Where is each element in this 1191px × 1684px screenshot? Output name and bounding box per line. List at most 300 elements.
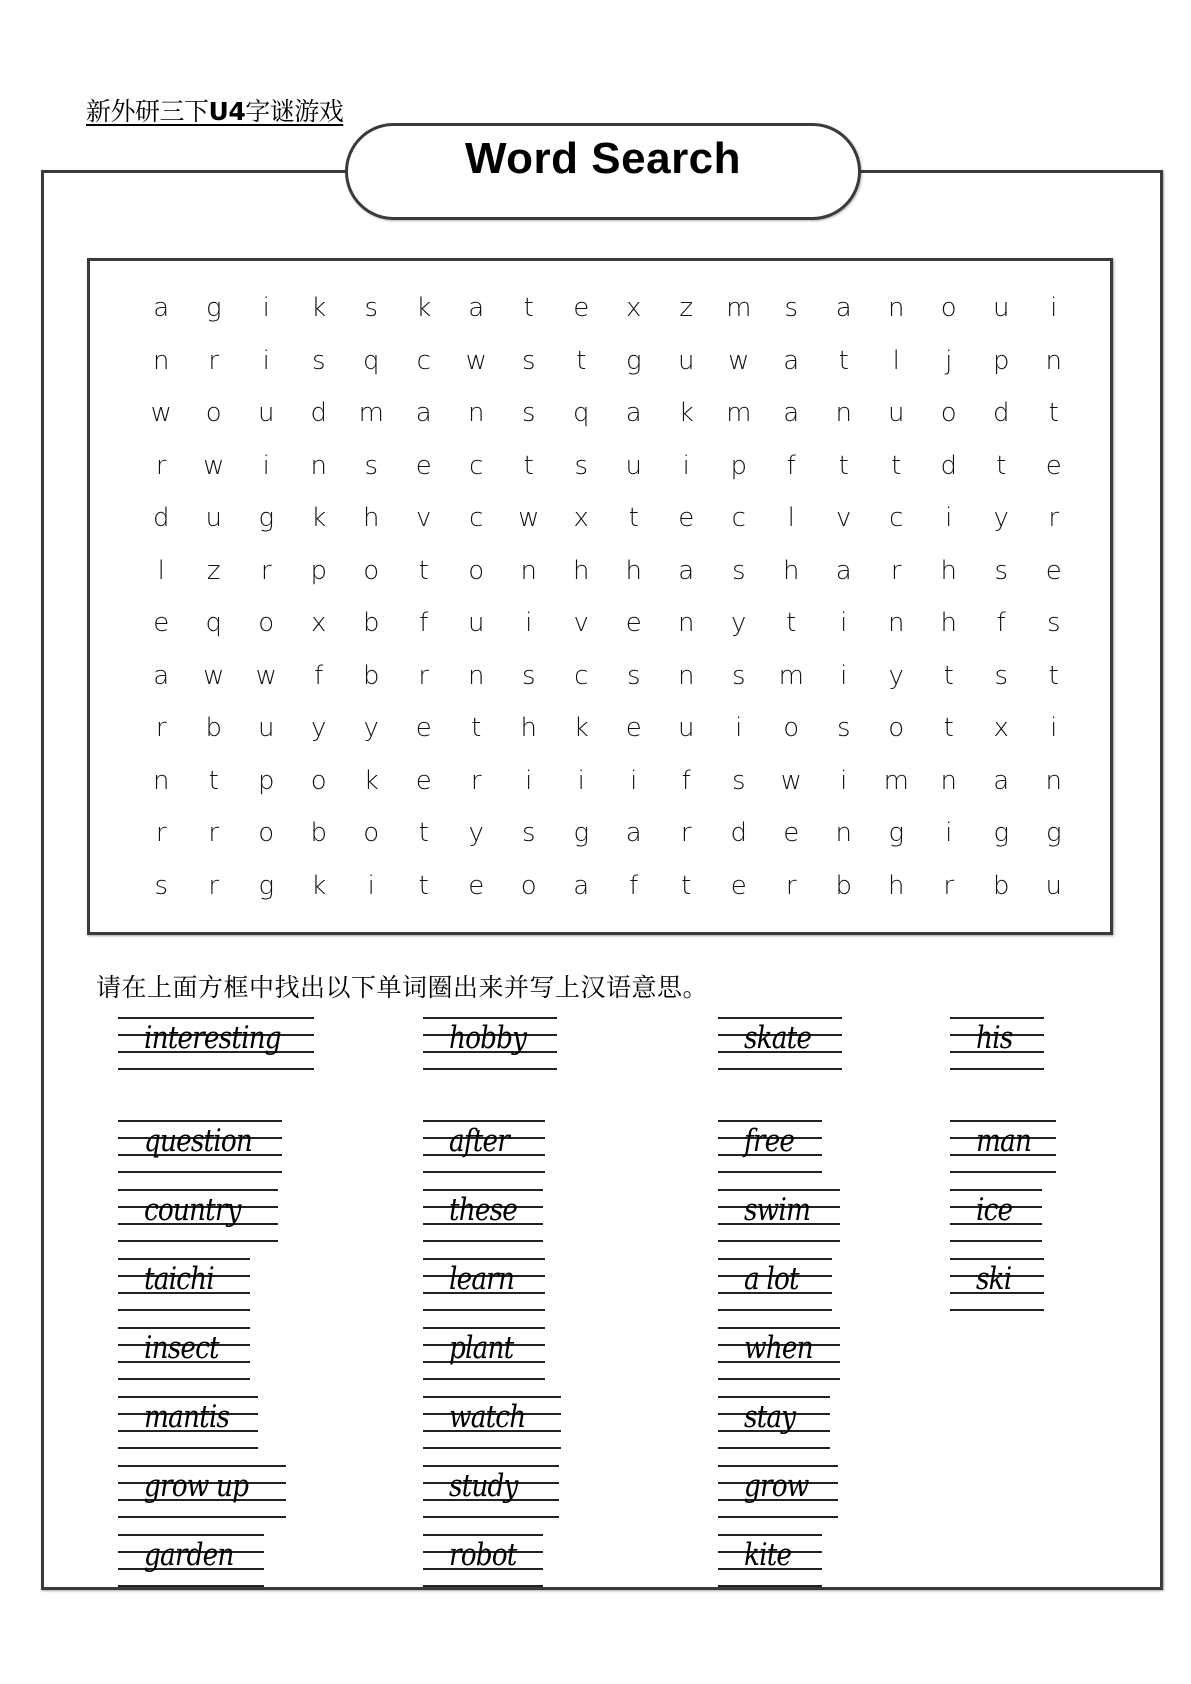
vocab-word-label: when (744, 1330, 813, 1366)
vocab-word (718, 1017, 842, 1069)
vocab-word-label: watch (449, 1399, 526, 1435)
grid-letter[interactable]: s (731, 765, 746, 796)
vocab-word-label: free (744, 1123, 795, 1159)
grid-letter[interactable]: k (363, 765, 379, 796)
grid-letter[interactable]: i (630, 765, 638, 796)
grid-letter[interactable]: n (940, 765, 957, 796)
grid-letter[interactable]: f (314, 660, 324, 691)
vocab-word (423, 1534, 543, 1586)
grid-letter[interactable]: f (419, 608, 429, 639)
grid-letter[interactable]: n (468, 660, 485, 691)
guide-line (718, 1120, 822, 1122)
grid-letter[interactable]: g (625, 345, 642, 376)
grid-letter[interactable]: m (778, 660, 804, 691)
grid-letter[interactable]: c (469, 450, 484, 481)
grid-letter[interactable]: d (152, 503, 170, 534)
guide-line (423, 1447, 561, 1449)
guide-line (118, 1378, 250, 1380)
guide-line (950, 1171, 1056, 1173)
grid-letter[interactable]: m (726, 293, 752, 324)
grid-letter[interactable]: r (890, 555, 902, 586)
grid-letter[interactable]: w (203, 450, 225, 481)
grid-letter[interactable]: t (943, 660, 954, 691)
guide-line (950, 1240, 1042, 1242)
grid-letter[interactable]: t (838, 345, 849, 376)
vocab-word (118, 1189, 278, 1241)
guide-line (423, 1516, 559, 1518)
grid-letter[interactable]: t (1048, 398, 1059, 429)
grid-letter[interactable]: s (994, 555, 1009, 586)
grid-letter[interactable]: h (940, 608, 957, 639)
guide-line (950, 1017, 1044, 1019)
grid-letter[interactable]: c (416, 345, 431, 376)
grid-letter[interactable]: i (1050, 713, 1058, 744)
guide-line (118, 1447, 258, 1449)
guide-line (423, 1327, 545, 1329)
grid-letter[interactable]: g (1045, 818, 1062, 849)
grid-letter[interactable]: g (573, 818, 590, 849)
guide-line (718, 1327, 840, 1329)
grid-letter[interactable]: b (992, 870, 1010, 901)
grid-letter[interactable]: i (525, 765, 533, 796)
vocab-word (423, 1189, 543, 1241)
grid-letter[interactable]: t (418, 555, 429, 586)
grid-letter[interactable]: v (416, 503, 432, 534)
grid-letter[interactable]: s (626, 660, 641, 691)
grid-letter[interactable]: a (625, 398, 642, 429)
title-prefix: 新外研三下 (86, 97, 209, 126)
grid-letter[interactable]: y (888, 660, 904, 691)
grid-letter[interactable]: c (731, 503, 746, 534)
grid-letter[interactable]: t (891, 450, 902, 481)
grid-letter[interactable]: s (154, 870, 169, 901)
grid-letter[interactable]: x (311, 608, 327, 639)
vocab-word (718, 1120, 822, 1172)
grid-letter[interactable]: n (888, 293, 905, 324)
grid-letter[interactable]: u (678, 345, 695, 376)
grid-letter[interactable]: h (520, 713, 537, 744)
grid-letter[interactable]: n (153, 345, 170, 376)
grid-letter[interactable]: r (470, 765, 482, 796)
grid-letter[interactable]: o (205, 398, 222, 429)
vocab-word-label: question (144, 1123, 253, 1159)
grid-letter[interactable]: x (993, 713, 1009, 744)
grid-letter[interactable]: k (311, 503, 327, 534)
grid-letter[interactable]: w (518, 503, 540, 534)
vocab-word-label: stay (744, 1399, 796, 1435)
vocab-word-label: insect (144, 1330, 219, 1366)
grid-letter[interactable]: u (258, 398, 275, 429)
grid-letter[interactable]: b (205, 713, 222, 744)
grid-letter[interactable]: s (731, 555, 746, 586)
vocab-word (950, 1189, 1042, 1241)
grid-letter[interactable]: s (364, 293, 379, 324)
grid-letter[interactable]: u (888, 398, 905, 429)
grid-letter[interactable]: n (520, 555, 537, 586)
vocab-word (718, 1465, 838, 1517)
guide-line (718, 1516, 838, 1518)
vocab-word (950, 1258, 1044, 1310)
vocab-word (950, 1017, 1044, 1069)
grid-letter[interactable]: n (678, 660, 695, 691)
grid-letter[interactable]: h (625, 555, 642, 586)
grid-letter[interactable]: d (992, 398, 1010, 429)
grid-letter[interactable]: o (363, 555, 380, 586)
guide-line (118, 1465, 286, 1467)
guide-line (718, 1585, 822, 1587)
grid-letter[interactable]: r (943, 870, 955, 901)
grid-letter[interactable]: a (153, 660, 170, 691)
grid-letter[interactable]: r (155, 818, 167, 849)
grid-letter[interactable]: n (678, 608, 695, 639)
grid-letter[interactable]: f (629, 870, 639, 901)
grid-letter[interactable]: w (150, 398, 172, 429)
grid-letter[interactable]: y (993, 503, 1009, 534)
grid-letter[interactable]: o (258, 608, 275, 639)
grid-letter[interactable]: u (1045, 870, 1062, 901)
grid-letter[interactable]: a (783, 345, 800, 376)
guide-line (423, 1068, 557, 1070)
vocab-word (718, 1327, 840, 1379)
grid-letter[interactable]: i (262, 293, 270, 324)
guide-line (118, 1240, 278, 1242)
grid-letter[interactable]: a (783, 398, 800, 429)
vocab-word (423, 1017, 557, 1069)
grid-letter[interactable]: a (678, 555, 695, 586)
grid-letter[interactable]: d (940, 450, 957, 481)
guide-line (718, 1189, 840, 1191)
grid-letter[interactable]: w (203, 660, 225, 691)
grid-letter[interactable]: z (679, 293, 694, 324)
vocab-word-label: country (144, 1192, 241, 1228)
grid-letter[interactable]: t (523, 293, 534, 324)
grid-letter[interactable]: r (155, 713, 167, 744)
grid-letter[interactable]: i (262, 450, 270, 481)
grid-letter[interactable]: u (258, 713, 275, 744)
grid-letter[interactable]: p (310, 555, 327, 586)
grid-letter[interactable]: y (363, 713, 379, 744)
grid-letter[interactable]: g (205, 293, 222, 324)
guide-line (718, 1309, 832, 1311)
grid-letter[interactable]: o (888, 713, 905, 744)
worksheet-title (86, 92, 343, 128)
grid-letter[interactable]: a (625, 818, 642, 849)
vocab-word-label: grow (744, 1468, 809, 1504)
grid-letter[interactable]: s (994, 660, 1009, 691)
grid-letter[interactable]: f (996, 608, 1006, 639)
grid-letter[interactable]: i (840, 608, 848, 639)
grid-letter[interactable]: k (311, 293, 327, 324)
grid-letter[interactable]: t (523, 450, 534, 481)
grid-letter[interactable]: c (889, 503, 904, 534)
guide-line (118, 1309, 250, 1311)
vocab-word-label: ice (976, 1192, 1013, 1228)
grid-letter[interactable]: l (892, 345, 900, 376)
guide-line (423, 1017, 557, 1019)
grid-letter[interactable]: m (883, 765, 909, 796)
vocab-word-label: learn (449, 1261, 515, 1297)
guide-line (118, 1068, 314, 1070)
grid-letter[interactable]: h (940, 555, 957, 586)
grid-letter[interactable]: t (996, 450, 1007, 481)
grid-letter[interactable]: i (577, 765, 585, 796)
guide-line (118, 1120, 282, 1122)
grid-letter[interactable]: v (573, 608, 589, 639)
grid-letter[interactable]: c (469, 503, 484, 534)
grid-letter[interactable]: a (835, 293, 852, 324)
grid-letter[interactable]: f (681, 765, 691, 796)
grid-letter[interactable]: g (993, 818, 1010, 849)
grid-letter[interactable]: b (362, 660, 380, 691)
grid-letter[interactable]: e (1045, 450, 1062, 481)
grid-letter[interactable]: n (835, 818, 852, 849)
grid-letter[interactable]: n (835, 398, 852, 429)
grid-letter[interactable]: a (835, 555, 852, 586)
grid-letter[interactable]: q (572, 398, 590, 429)
grid-letter[interactable]: y (731, 608, 747, 639)
vocab-word-label: study (449, 1468, 518, 1504)
grid-letter[interactable]: r (785, 870, 797, 901)
grid-letter[interactable]: o (363, 818, 380, 849)
grid-letter[interactable]: t (681, 870, 692, 901)
grid-letter[interactable]: t (628, 503, 639, 534)
grid-letter[interactable]: v (836, 503, 852, 534)
grid-letter[interactable]: n (1045, 765, 1062, 796)
grid-letter[interactable]: r (208, 345, 220, 376)
grid-letter[interactable]: k (678, 398, 694, 429)
grid-letter[interactable]: o (940, 293, 957, 324)
grid-letter[interactable]: d (730, 818, 747, 849)
grid-letter[interactable]: b (362, 608, 380, 639)
grid-letter[interactable]: k (311, 870, 327, 901)
grid-letter[interactable]: m (358, 398, 384, 429)
grid-letter[interactable]: t (838, 450, 849, 481)
grid-letter[interactable]: o (468, 555, 485, 586)
instruction-text: 请在上面方框中找出以下单词圈出来并写上汉语意思。 (96, 973, 709, 1002)
grid-letter[interactable]: t (1048, 660, 1059, 691)
letter-grid (135, 282, 1080, 912)
grid-letter[interactable]: p (992, 345, 1010, 376)
guide-line (718, 1447, 830, 1449)
grid-letter[interactable]: u (625, 450, 642, 481)
grid-letter[interactable]: a (468, 293, 485, 324)
grid-letter[interactable]: r (680, 818, 692, 849)
grid-letter[interactable]: k (573, 713, 589, 744)
grid-letter[interactable]: n (310, 450, 327, 481)
grid-letter[interactable]: i (367, 870, 375, 901)
grid-letter[interactable]: n (888, 608, 905, 639)
guide-line (718, 1258, 832, 1260)
grid-letter[interactable]: j (945, 345, 953, 376)
grid-letter[interactable]: r (1048, 503, 1060, 534)
grid-letter[interactable]: o (310, 765, 327, 796)
grid-letter[interactable]: a (573, 870, 590, 901)
grid-letter[interactable]: t (208, 765, 219, 796)
grid-letter[interactable]: q (362, 345, 380, 376)
grid-letter[interactable]: d (310, 398, 327, 429)
guide-line (118, 1258, 250, 1260)
grid-letter[interactable]: e (1045, 555, 1062, 586)
vocab-word-label: man (976, 1123, 1032, 1159)
grid-letter[interactable]: t (786, 608, 797, 639)
grid-letter[interactable]: b (310, 818, 327, 849)
grid-letter[interactable]: z (206, 555, 221, 586)
grid-letter[interactable]: x (626, 293, 642, 324)
grid-letter[interactable]: t (418, 818, 429, 849)
vocab-word-label: skate (744, 1020, 812, 1056)
grid-letter[interactable]: e (415, 450, 432, 481)
grid-letter[interactable]: i (945, 503, 953, 534)
grid-letter[interactable]: e (468, 870, 485, 901)
grid-letter[interactable]: n (1045, 345, 1062, 376)
grid-letter[interactable]: n (468, 398, 485, 429)
grid-letter[interactable]: i (735, 713, 743, 744)
guide-line (718, 1171, 822, 1173)
grid-letter[interactable]: s (731, 660, 746, 691)
grid-letter[interactable]: t (418, 870, 429, 901)
grid-letter[interactable]: i (840, 660, 848, 691)
vocab-word-label: plant (449, 1330, 514, 1366)
guide-line (718, 1396, 830, 1398)
grid-letter[interactable]: e (730, 870, 747, 901)
grid-letter[interactable]: r (418, 660, 430, 691)
grid-letter[interactable]: s (521, 660, 536, 691)
grid-letter[interactable]: w (780, 765, 802, 796)
grid-letter[interactable]: r (260, 555, 272, 586)
grid-letter[interactable]: r (155, 450, 167, 481)
grid-letter[interactable]: t (943, 713, 954, 744)
grid-letter[interactable]: q (205, 608, 222, 639)
guide-line (118, 1534, 264, 1536)
grid-letter[interactable]: u (678, 713, 695, 744)
grid-letter[interactable]: p (730, 450, 747, 481)
grid-letter[interactable]: g (258, 870, 275, 901)
vocab-word-label: after (449, 1123, 509, 1159)
grid-letter[interactable]: c (574, 660, 589, 691)
grid-letter[interactable]: e (783, 818, 800, 849)
grid-letter[interactable]: h (363, 503, 380, 534)
grid-letter[interactable]: r (208, 870, 220, 901)
grid-letter[interactable]: w (255, 660, 277, 691)
grid-letter[interactable]: t (576, 345, 587, 376)
grid-letter[interactable]: y (468, 818, 484, 849)
grid-letter[interactable]: h (888, 870, 905, 901)
guide-line (950, 1189, 1042, 1191)
grid-letter[interactable]: s (311, 345, 326, 376)
guide-line (423, 1240, 543, 1242)
vocab-word (718, 1396, 830, 1448)
grid-letter[interactable]: u (993, 293, 1010, 324)
vocab-word-label: interesting (144, 1020, 281, 1056)
guide-line (423, 1171, 545, 1173)
grid-letter[interactable]: e (678, 503, 695, 534)
grid-letter[interactable]: e (625, 608, 642, 639)
guide-line (423, 1258, 545, 1260)
vocab-word-label: swim (744, 1192, 811, 1228)
grid-letter[interactable]: l (157, 555, 165, 586)
grid-letter[interactable]: k (416, 293, 432, 324)
grid-letter[interactable]: s (521, 818, 536, 849)
grid-letter[interactable]: s (521, 345, 536, 376)
grid-letter[interactable]: s (1046, 608, 1061, 639)
grid-letter[interactable]: x (573, 503, 589, 534)
grid-letter[interactable]: s (574, 450, 589, 481)
guide-line (423, 1396, 561, 1398)
guide-line (118, 1327, 250, 1329)
grid-letter[interactable]: e (573, 293, 590, 324)
grid-letter[interactable]: h (573, 555, 590, 586)
grid-letter[interactable]: r (208, 818, 220, 849)
grid-letter[interactable]: i (945, 818, 953, 849)
guide-line (423, 1309, 545, 1311)
vocab-word (423, 1120, 545, 1172)
guide-line (118, 1585, 264, 1587)
grid-letter[interactable]: e (415, 713, 432, 744)
grid-letter[interactable]: b (835, 870, 852, 901)
grid-letter[interactable]: w (728, 345, 750, 376)
grid-letter[interactable]: e (415, 765, 432, 796)
grid-letter[interactable]: g (888, 818, 905, 849)
vocab-word (950, 1120, 1056, 1172)
guide-line (718, 1240, 840, 1242)
grid-letter[interactable]: e (625, 713, 642, 744)
grid-letter[interactable]: f (786, 450, 796, 481)
grid-letter[interactable]: i (525, 608, 533, 639)
title-banner (345, 123, 861, 220)
vocab-word (118, 1327, 250, 1379)
grid-letter[interactable]: o (520, 870, 537, 901)
vocab-word-label: kite (744, 1537, 792, 1573)
grid-letter[interactable]: a (153, 293, 170, 324)
grid-letter[interactable]: s (784, 293, 799, 324)
guide-line (718, 1068, 842, 1070)
grid-letter[interactable]: i (1050, 293, 1058, 324)
grid-letter[interactable]: y (311, 713, 327, 744)
grid-letter[interactable]: m (726, 398, 752, 429)
grid-letter[interactable]: a (993, 765, 1010, 796)
vocab-word (118, 1017, 314, 1069)
grid-letter[interactable]: i (262, 345, 270, 376)
grid-letter[interactable]: s (521, 398, 536, 429)
vocab-word (118, 1120, 282, 1172)
grid-letter[interactable]: s (364, 450, 379, 481)
grid-letter[interactable]: t (471, 713, 482, 744)
grid-letter[interactable]: l (787, 503, 795, 534)
guide-line (718, 1378, 840, 1380)
grid-letter[interactable]: w (465, 345, 487, 376)
grid-letter[interactable]: u (205, 503, 222, 534)
grid-letter[interactable]: i (840, 765, 848, 796)
grid-letter[interactable]: e (153, 608, 170, 639)
vocab-word (118, 1396, 258, 1448)
grid-letter[interactable]: n (153, 765, 170, 796)
vocab-word-label: taichi (144, 1261, 214, 1297)
vocab-word (118, 1465, 286, 1517)
guide-line (950, 1309, 1044, 1311)
guide-line (118, 1189, 278, 1191)
vocab-word (423, 1258, 545, 1310)
grid-letter[interactable]: o (783, 713, 800, 744)
grid-letter[interactable]: g (258, 503, 275, 534)
grid-letter[interactable]: s (836, 713, 851, 744)
grid-letter[interactable]: a (415, 398, 432, 429)
grid-letter[interactable]: o (940, 398, 957, 429)
grid-letter[interactable]: h (783, 555, 800, 586)
grid-letter[interactable]: i (682, 450, 690, 481)
grid-letter[interactable]: u (468, 608, 485, 639)
grid-letter[interactable]: p (257, 765, 275, 796)
grid-letter[interactable]: o (258, 818, 275, 849)
